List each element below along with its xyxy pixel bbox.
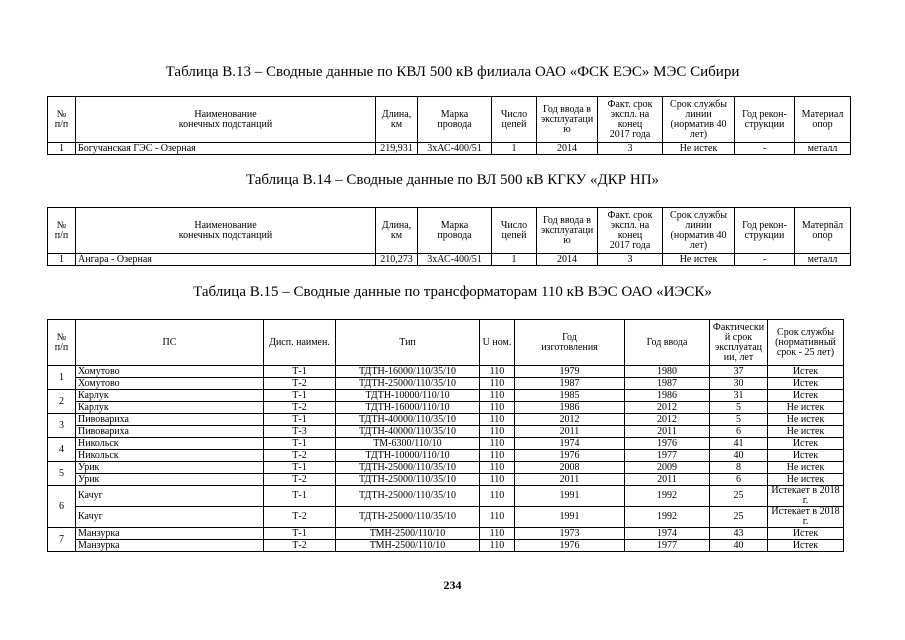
table-cell: Т-2 xyxy=(264,474,336,486)
table-cell: Не истек xyxy=(663,143,735,155)
table-cell: Истек xyxy=(768,528,844,540)
table-cell: ТДТН-25000/110/35/10 xyxy=(336,378,480,390)
table-cell: 1974 xyxy=(625,528,710,540)
table-cell: Не истек xyxy=(663,254,735,266)
table-cell: ТДТН-16000/110/35/10 xyxy=(336,366,480,378)
table-cell: 31 xyxy=(710,390,768,402)
table-cell: Т-2 xyxy=(264,450,336,462)
table-cell: 8 xyxy=(710,462,768,474)
table-cell: 2012 xyxy=(515,414,625,426)
table-row xyxy=(48,390,844,402)
table-row xyxy=(48,450,844,462)
table-cell: 110 xyxy=(480,450,515,462)
table-cell: 1 xyxy=(48,254,76,266)
column-header: Марка провода xyxy=(418,97,492,143)
table-cell: 5 xyxy=(710,402,768,414)
table-b14 xyxy=(47,207,851,266)
table-cell: Т-1 xyxy=(264,438,336,450)
table-b13-title: Таблица В.13 – Сводные данные по КВЛ 500 кВ филиала ОАО «ФСК ЕЭС» МЭС Сибири xyxy=(165,64,740,80)
table-cell: ТМН-2500/110/10 xyxy=(336,528,480,540)
table-row xyxy=(48,540,844,552)
table-cell: Не истек xyxy=(768,414,844,426)
table-cell: Т-1 xyxy=(264,486,336,507)
column-header: Факт. срок экспл. на конец 2017 года xyxy=(598,97,663,143)
table-cell: металл xyxy=(795,254,851,266)
row-number: 4 xyxy=(48,438,76,462)
column-header: Год ввода в эксплуатаци ю xyxy=(537,208,598,254)
table-cell: Истек xyxy=(768,540,844,552)
table-cell: 1992 xyxy=(625,486,710,507)
table-cell: Т-2 xyxy=(264,402,336,414)
table-row xyxy=(48,462,844,474)
table-cell: 110 xyxy=(480,378,515,390)
table-cell: 1991 xyxy=(515,507,625,528)
table-cell: 3хАС-400/51 xyxy=(418,143,492,155)
table-cell: Богучанская ГЭС - Озерная xyxy=(76,143,376,155)
table-cell: 110 xyxy=(480,507,515,528)
table-cell: 110 xyxy=(480,402,515,414)
table-cell: 1974 xyxy=(515,438,625,450)
row-number: 5 xyxy=(48,462,76,486)
column-header: Год рекон- струкции xyxy=(735,208,795,254)
table-cell: 2009 xyxy=(625,462,710,474)
table-cell: 110 xyxy=(480,528,515,540)
table-cell: 2014 xyxy=(537,254,598,266)
table-cell: металл xyxy=(795,143,851,155)
table-cell: 110 xyxy=(480,540,515,552)
table-cell: 1987 xyxy=(625,378,710,390)
column-header: № п/п xyxy=(48,320,76,366)
table-cell: Т-1 xyxy=(264,390,336,402)
column-header: Год рекон- струкции xyxy=(735,97,795,143)
table-cell: 2008 xyxy=(515,462,625,474)
table-cell: Не истек xyxy=(768,402,844,414)
table-cell: 1987 xyxy=(515,378,625,390)
column-header: Материал опор xyxy=(795,97,851,143)
table-cell: 1986 xyxy=(625,390,710,402)
table-cell: Манзурка xyxy=(76,540,264,552)
table-row xyxy=(48,254,851,266)
table-cell: Истек xyxy=(768,378,844,390)
table-cell: Не истек xyxy=(768,426,844,438)
table-cell: ТДТН-10000/110/10 xyxy=(336,450,480,462)
table-row xyxy=(48,507,844,528)
table-cell: 2014 xyxy=(537,143,598,155)
table-cell: 110 xyxy=(480,438,515,450)
column-header: U ном. xyxy=(480,320,515,366)
table-cell: 40 xyxy=(710,540,768,552)
table-cell: Никольск xyxy=(76,450,264,462)
column-header: Год изготовления xyxy=(515,320,625,366)
table-cell: 1980 xyxy=(625,366,710,378)
table-cell: 110 xyxy=(480,414,515,426)
column-header: Марка провода xyxy=(418,208,492,254)
table-cell: 1985 xyxy=(515,390,625,402)
table-cell: Урик xyxy=(76,462,264,474)
table-cell: Т-3 xyxy=(264,426,336,438)
column-header: Срок службы (нормативный срок - 25 лет) xyxy=(768,320,844,366)
column-header: Фактически й срок эксплуатац ии, лет xyxy=(710,320,768,366)
table-cell: 1 xyxy=(48,143,76,155)
table-cell: 110 xyxy=(480,390,515,402)
table-cell: 2012 xyxy=(625,402,710,414)
row-number: 1 xyxy=(48,366,76,390)
table-row xyxy=(48,366,844,378)
table-cell: Т-1 xyxy=(264,414,336,426)
table-cell: 2011 xyxy=(515,426,625,438)
table-cell: Истек xyxy=(768,438,844,450)
column-header: Тип xyxy=(336,320,480,366)
table-cell: 43 xyxy=(710,528,768,540)
table-cell: ТДТН-16000/110/10 xyxy=(336,402,480,414)
table-cell: - xyxy=(735,254,795,266)
column-header: Число цепей xyxy=(492,208,537,254)
table-cell: 1976 xyxy=(625,438,710,450)
table-cell: Хомутово xyxy=(76,366,264,378)
table-cell: 6 xyxy=(710,474,768,486)
table-cell: Никольск xyxy=(76,438,264,450)
table-cell: 37 xyxy=(710,366,768,378)
column-header: Наименование конечных подстанций xyxy=(76,97,376,143)
table-cell: 3хАС-400/51 xyxy=(418,254,492,266)
table-cell: Истек xyxy=(768,450,844,462)
table-b14-title: Таблица В.14 – Сводные данные по ВЛ 500 кВ КГКУ «ДКР НП» xyxy=(245,172,660,188)
page-number: 234 xyxy=(443,578,462,592)
column-header: Срок службы линии (норматив 40 лет) xyxy=(663,97,735,143)
table-cell: 110 xyxy=(480,426,515,438)
table-cell: 30 xyxy=(710,378,768,390)
column-header: Число цепей xyxy=(492,97,537,143)
table-cell: Не истек xyxy=(768,462,844,474)
table-cell: Качуг xyxy=(76,507,264,528)
table-row xyxy=(48,486,844,507)
table-cell: Карлук xyxy=(76,402,264,414)
row-number: 2 xyxy=(48,390,76,414)
column-header: Длина, км xyxy=(376,97,418,143)
table-cell: 219,931 xyxy=(376,143,418,155)
table-cell: ТДТН-25000/110/35/10 xyxy=(336,486,480,507)
table-cell: ТДТН-40000/110/35/10 xyxy=(336,414,480,426)
table-cell: Качуг xyxy=(76,486,264,507)
table-cell: 1 xyxy=(492,143,537,155)
table-cell: Не истек xyxy=(768,474,844,486)
column-header: Год ввода xyxy=(625,320,710,366)
table-cell: 2011 xyxy=(625,474,710,486)
table-cell: 1976 xyxy=(515,450,625,462)
table-cell: Истек xyxy=(768,366,844,378)
column-header: Матерnäл опор xyxy=(795,208,851,254)
table-cell: 41 xyxy=(710,438,768,450)
row-number: 6 xyxy=(48,486,76,528)
table-cell: ТДТН-10000/110/10 xyxy=(336,390,480,402)
table-cell: Хомутово xyxy=(76,378,264,390)
table-cell: 25 xyxy=(710,507,768,528)
table-row xyxy=(48,143,851,155)
table-cell: 110 xyxy=(480,486,515,507)
table-cell: 110 xyxy=(480,462,515,474)
table-row xyxy=(48,438,844,450)
table-cell: Истекает в 2018 г. xyxy=(768,486,844,507)
table-cell: Т-1 xyxy=(264,462,336,474)
table-cell: 2011 xyxy=(625,426,710,438)
table-cell: 1986 xyxy=(515,402,625,414)
column-header: Факт. срок экспл. на конец 2017 года xyxy=(598,208,663,254)
column-header: Дисп. наимен. xyxy=(264,320,336,366)
table-cell: Т-1 xyxy=(264,528,336,540)
table-cell: 110 xyxy=(480,366,515,378)
table-b15 xyxy=(47,319,844,552)
table-cell: 3 xyxy=(598,143,663,155)
table-b15-title: Таблица В.15 – Сводные данные по трансформаторам 110 кВ ВЭС ОАО «ИЭСК» xyxy=(193,284,712,300)
table-row xyxy=(48,426,844,438)
table-cell: Т-2 xyxy=(264,540,336,552)
column-header: № п/п xyxy=(48,208,76,254)
table-cell: Ангара - Озерная xyxy=(76,254,376,266)
table-cell: 2012 xyxy=(625,414,710,426)
table-cell: Пивовариха xyxy=(76,426,264,438)
table-row xyxy=(48,402,844,414)
row-number: 7 xyxy=(48,528,76,552)
table-row xyxy=(48,474,844,486)
table-cell: 3 xyxy=(598,254,663,266)
table-cell: Т-2 xyxy=(264,507,336,528)
table-cell: 5 xyxy=(710,414,768,426)
column-header: Длина, км xyxy=(376,208,418,254)
table-cell: Урик xyxy=(76,474,264,486)
table-b13 xyxy=(47,96,851,155)
table-cell: Манзурка xyxy=(76,528,264,540)
table-cell: ТДТН-40000/110/35/10 xyxy=(336,426,480,438)
table-cell: ТМН-2500/110/10 xyxy=(336,540,480,552)
table-cell: 210,273 xyxy=(376,254,418,266)
table-cell: 1976 xyxy=(515,540,625,552)
table-cell: ТДТН-25000/110/35/10 xyxy=(336,462,480,474)
table-cell: 1979 xyxy=(515,366,625,378)
table-cell: 2011 xyxy=(515,474,625,486)
table-cell: Истекает в 2018 г. xyxy=(768,507,844,528)
table-cell: Карлук xyxy=(76,390,264,402)
table-cell: 25 xyxy=(710,486,768,507)
column-header: № п/п xyxy=(48,97,76,143)
table-row xyxy=(48,378,844,390)
row-number: 3 xyxy=(48,414,76,438)
table-cell: - xyxy=(735,143,795,155)
column-header: ПС xyxy=(76,320,264,366)
table-row xyxy=(48,414,844,426)
column-header: Год ввода в эксплуатаци ю xyxy=(537,97,598,143)
table-cell: 110 xyxy=(480,474,515,486)
table-cell: 40 xyxy=(710,450,768,462)
table-cell: ТДТН-25000/110/35/10 xyxy=(336,507,480,528)
table-cell: 1977 xyxy=(625,450,710,462)
table-cell: 1992 xyxy=(625,507,710,528)
column-header: Наименование конечных подстанций xyxy=(76,208,376,254)
table-cell: 1991 xyxy=(515,486,625,507)
table-cell: Истек xyxy=(768,390,844,402)
table-cell: ТДТН-25000/110/35/10 xyxy=(336,474,480,486)
table-cell: 1977 xyxy=(625,540,710,552)
table-cell: Т-1 xyxy=(264,366,336,378)
column-header: Срок службы линии (норматив 40 лет) xyxy=(663,208,735,254)
table-cell: Т-2 xyxy=(264,378,336,390)
table-cell: 1 xyxy=(492,254,537,266)
table-cell: Пивовариха xyxy=(76,414,264,426)
table-row xyxy=(48,528,844,540)
table-cell: 1973 xyxy=(515,528,625,540)
table-cell: 6 xyxy=(710,426,768,438)
table-cell: ТМ-6300/110/10 xyxy=(336,438,480,450)
